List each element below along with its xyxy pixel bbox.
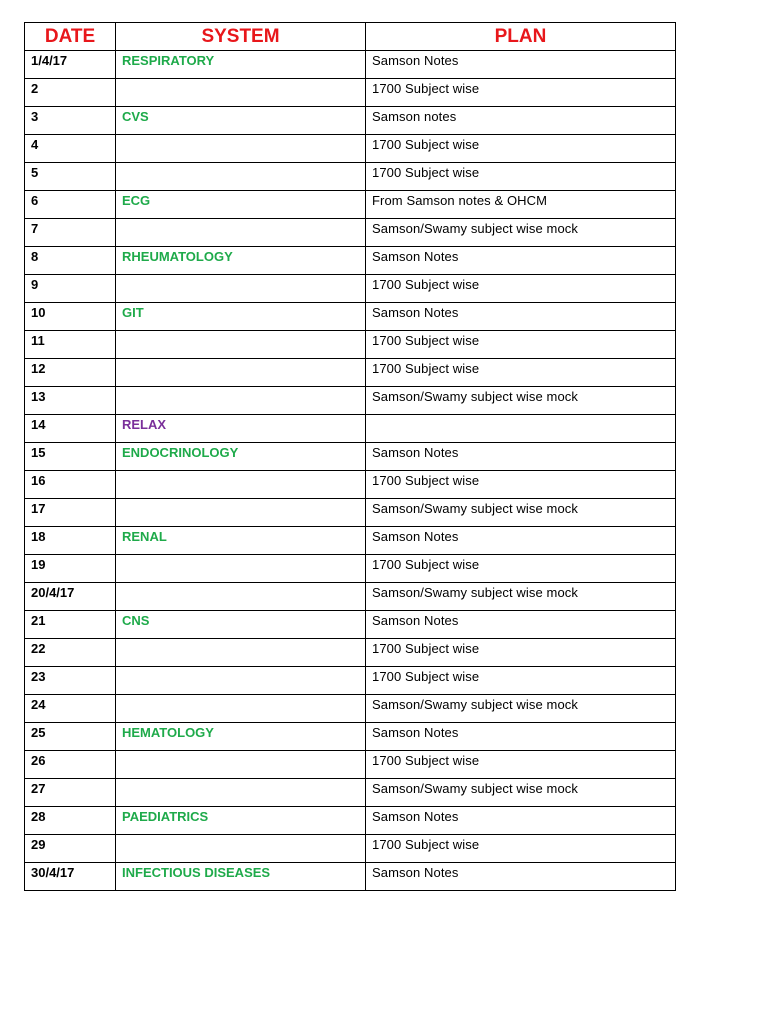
system-cell: ENDOCRINOLOGY [116,443,366,471]
plan-cell: Samson/Swamy subject wise mock [366,499,676,527]
date-cell: 23 [25,667,116,695]
date-cell: 24 [25,695,116,723]
plan-cell: 1700 Subject wise [366,835,676,863]
date-cell: 25 [25,723,116,751]
plan-cell: Samson notes [366,107,676,135]
plan-cell: Samson/Swamy subject wise mock [366,219,676,247]
plan-cell: Samson/Swamy subject wise mock [366,779,676,807]
table-header [25,23,676,51]
table-row [25,415,676,443]
date-cell: 28 [25,807,116,835]
table-row [25,79,676,107]
system-cell: RESPIRATORY [116,51,366,79]
system-cell: CVS [116,107,366,135]
table-row [25,695,676,723]
table-row [25,359,676,387]
table-body [25,51,676,891]
system-cell: CNS [116,611,366,639]
plan-cell: 1700 Subject wise [366,275,676,303]
system-cell: GIT [116,303,366,331]
date-column-header: DATE [25,23,116,51]
system-cell [116,135,366,163]
study-schedule-table [24,22,676,891]
table-row [25,863,676,891]
plan-cell: Samson Notes [366,527,676,555]
plan-cell: 1700 Subject wise [366,163,676,191]
plan-cell: Samson Notes [366,723,676,751]
system-cell: ECG [116,191,366,219]
date-cell: 15 [25,443,116,471]
date-cell: 16 [25,471,116,499]
plan-cell: Samson Notes [366,443,676,471]
date-cell: 20/4/17 [25,583,116,611]
table-row [25,807,676,835]
plan-cell: 1700 Subject wise [366,639,676,667]
table-row [25,135,676,163]
table-row [25,163,676,191]
plan-cell: Samson/Swamy subject wise mock [366,387,676,415]
table-row [25,247,676,275]
system-cell [116,471,366,499]
system-column-header: SYSTEM [116,23,366,51]
system-cell [116,835,366,863]
table-row [25,331,676,359]
system-cell: HEMATOLOGY [116,723,366,751]
system-cell [116,751,366,779]
table-row [25,471,676,499]
date-cell: 3 [25,107,116,135]
date-cell: 8 [25,247,116,275]
system-cell [116,387,366,415]
table-row [25,611,676,639]
date-cell: 27 [25,779,116,807]
table-row [25,191,676,219]
table-row [25,751,676,779]
table-row [25,219,676,247]
date-cell: 6 [25,191,116,219]
plan-cell: 1700 Subject wise [366,135,676,163]
date-cell: 19 [25,555,116,583]
system-cell [116,779,366,807]
date-cell: 9 [25,275,116,303]
plan-cell: Samson Notes [366,807,676,835]
plan-cell: Samson/Swamy subject wise mock [366,695,676,723]
plan-cell: 1700 Subject wise [366,79,676,107]
table-row [25,555,676,583]
system-cell [116,275,366,303]
date-cell: 13 [25,387,116,415]
date-cell: 7 [25,219,116,247]
plan-cell: Samson/Swamy subject wise mock [366,583,676,611]
system-cell [116,219,366,247]
table-row [25,583,676,611]
date-cell: 18 [25,527,116,555]
system-cell [116,695,366,723]
date-cell: 29 [25,835,116,863]
table-row [25,387,676,415]
system-cell [116,359,366,387]
plan-cell: Samson Notes [366,611,676,639]
date-cell: 26 [25,751,116,779]
table-row [25,639,676,667]
plan-cell: Samson Notes [366,247,676,275]
system-cell: INFECTIOUS DISEASES [116,863,366,891]
system-cell [116,331,366,359]
plan-cell: Samson Notes [366,51,676,79]
plan-cell [366,415,676,443]
table-row [25,275,676,303]
table-row [25,443,676,471]
table-row [25,723,676,751]
header-row [25,23,676,51]
date-cell: 14 [25,415,116,443]
date-cell: 5 [25,163,116,191]
date-cell: 11 [25,331,116,359]
system-cell [116,555,366,583]
table-row [25,835,676,863]
system-cell [116,639,366,667]
table-row [25,527,676,555]
table-row [25,667,676,695]
date-cell: 2 [25,79,116,107]
system-cell: RENAL [116,527,366,555]
date-cell: 12 [25,359,116,387]
plan-cell: 1700 Subject wise [366,331,676,359]
plan-cell: 1700 Subject wise [366,555,676,583]
system-cell: RHEUMATOLOGY [116,247,366,275]
plan-cell: 1700 Subject wise [366,667,676,695]
table-row [25,51,676,79]
table-row [25,779,676,807]
table-row [25,303,676,331]
plan-cell: 1700 Subject wise [366,751,676,779]
plan-cell: Samson Notes [366,863,676,891]
plan-cell: Samson Notes [366,303,676,331]
date-cell: 22 [25,639,116,667]
date-cell: 30/4/17 [25,863,116,891]
date-cell: 21 [25,611,116,639]
table-row [25,107,676,135]
date-cell: 1/4/17 [25,51,116,79]
system-cell [116,163,366,191]
system-cell: RELAX [116,415,366,443]
system-cell [116,79,366,107]
plan-cell: 1700 Subject wise [366,471,676,499]
plan-cell: 1700 Subject wise [366,359,676,387]
date-cell: 17 [25,499,116,527]
plan-cell: From Samson notes & OHCM [366,191,676,219]
table-row [25,499,676,527]
system-cell [116,583,366,611]
plan-column-header: PLAN [366,23,676,51]
system-cell: PAEDIATRICS [116,807,366,835]
system-cell [116,499,366,527]
system-cell [116,667,366,695]
date-cell: 4 [25,135,116,163]
date-cell: 10 [25,303,116,331]
